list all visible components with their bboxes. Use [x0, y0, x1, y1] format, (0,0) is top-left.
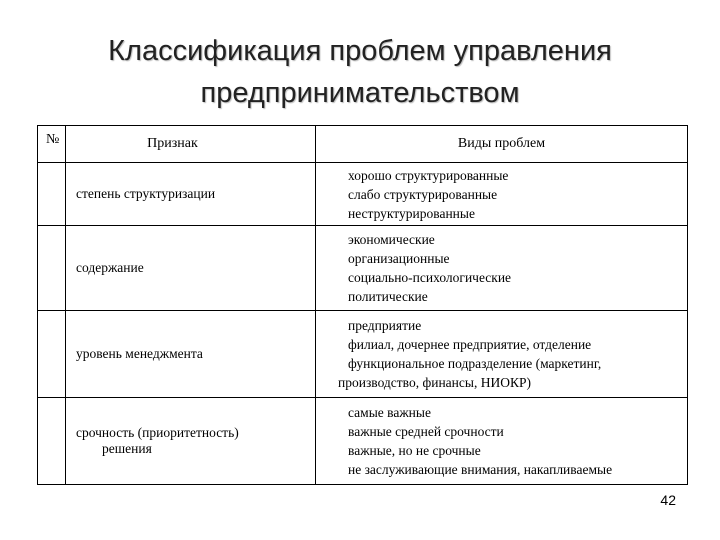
kind-item: не заслуживающие внимания, накапливаемые [348, 462, 613, 477]
table-row [38, 163, 688, 226]
table-row [38, 311, 688, 398]
row-number-cell [38, 398, 66, 485]
kind-item: хорошо структурированные [348, 167, 509, 183]
sign-cell: уровень менеджмента [66, 311, 316, 398]
kind-item: слабо структурированные [348, 186, 498, 202]
kind-item: политические [348, 289, 428, 304]
sign-line-2: решения [102, 441, 152, 456]
kind-item: функциональное подразделение (маркетинг, [348, 356, 602, 371]
slide-title [60, 30, 660, 114]
table-row [38, 398, 688, 485]
kind-item: самые важные [348, 405, 431, 420]
slide-title-line-2: предпринимательством [200, 77, 520, 109]
kind-item: филиал, дочернее предприятие, отделение [348, 337, 592, 352]
kind-item: организационные [348, 251, 450, 266]
header-kinds: Виды проблем [316, 126, 688, 163]
problems-classification-table [37, 125, 688, 485]
row-number-cell [38, 311, 66, 398]
kind-item: социально-психологические [348, 270, 512, 285]
slide-title-line-1: Классификация проблем управления [108, 35, 612, 67]
kind-item: производство, финансы, НИОКР) [338, 375, 531, 390]
page-number: 42 [660, 492, 676, 508]
row-number-cell [38, 163, 66, 226]
table-row [38, 226, 688, 311]
kinds-cell [316, 398, 688, 485]
kind-item: важные, но не срочные [348, 443, 481, 458]
kinds-cell [316, 311, 688, 398]
sign-cell: содержание [66, 226, 316, 311]
kind-item: предприятие [348, 318, 422, 333]
header-sign: Признак [66, 126, 316, 163]
row-number-cell [38, 226, 66, 311]
kind-item: неструктурированные [348, 205, 475, 221]
sign-cell [66, 398, 316, 485]
header-number: № [38, 126, 66, 163]
sign-cell: степень структуризации [66, 163, 316, 226]
kind-item: важные средней срочности [348, 424, 504, 439]
kinds-cell [316, 163, 688, 226]
sign-line-1: срочность (приоритетность) [76, 425, 239, 440]
table-header-row [38, 126, 688, 163]
kind-item: экономические [348, 232, 435, 247]
kinds-cell [316, 226, 688, 311]
